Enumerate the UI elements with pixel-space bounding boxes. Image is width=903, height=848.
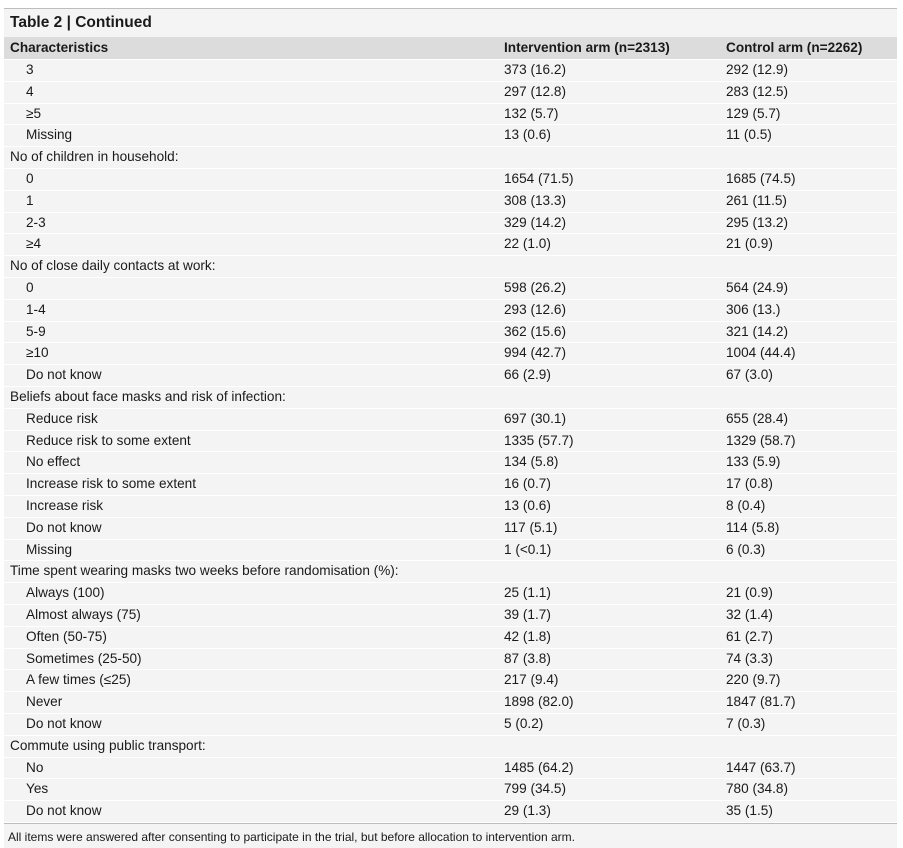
row-label: No of children in household: xyxy=(10,149,179,165)
control-value: 321 (14.2) xyxy=(726,323,788,339)
intervention-value: 29 (1.3) xyxy=(504,803,551,819)
table-row xyxy=(4,169,897,191)
control-value: 74 (3.3) xyxy=(726,650,773,666)
intervention-value: 25 (1.1) xyxy=(504,585,551,601)
row-label: No of close daily contacts at work: xyxy=(10,258,216,274)
control-value: 17 (0.8) xyxy=(726,476,773,492)
control-value: 21 (0.9) xyxy=(726,585,773,601)
row-label: Do not know xyxy=(26,519,102,535)
intervention-value: 39 (1.7) xyxy=(504,606,551,622)
control-value: 11 (0.5) xyxy=(726,127,772,143)
table-row xyxy=(4,104,897,126)
intervention-value xyxy=(501,736,723,757)
table-row xyxy=(4,779,897,801)
row-label: 3 xyxy=(26,62,34,77)
intervention-value xyxy=(501,387,723,408)
control-value xyxy=(723,736,897,757)
row-label: Increase risk xyxy=(26,497,104,513)
intervention-value: 87 (3.8) xyxy=(504,650,551,666)
row-label: Do not know xyxy=(26,803,102,819)
table-row xyxy=(4,365,897,387)
section-header-row xyxy=(4,561,897,583)
control-value: 21 (0.9) xyxy=(726,236,773,252)
intervention-value: 1898 (82.0) xyxy=(504,694,574,710)
header-characteristics: Characteristics xyxy=(10,40,109,55)
intervention-value: 217 (9.4) xyxy=(504,672,559,688)
table-row xyxy=(4,125,897,147)
control-value: 1847 (81.7) xyxy=(726,694,796,710)
table-row xyxy=(4,409,897,431)
control-value: 7 (0.3) xyxy=(726,715,766,731)
control-value: 8 (0.4) xyxy=(726,497,766,513)
row-label: Beliefs about face masks and risk of infection: xyxy=(10,388,286,404)
intervention-value xyxy=(501,147,723,168)
control-value: 61 (2.7) xyxy=(726,628,773,644)
control-value: 564 (24.9) xyxy=(726,279,788,295)
table-row xyxy=(4,82,897,104)
row-label: 2-3 xyxy=(26,214,46,230)
header-row xyxy=(4,37,897,60)
control-value: 295 (13.2) xyxy=(726,214,788,230)
table-row xyxy=(4,518,897,540)
row-label: Missing xyxy=(26,127,73,143)
row-label: 1-4 xyxy=(26,301,46,317)
control-value xyxy=(723,387,897,408)
control-value: 114 (5.8) xyxy=(726,519,780,535)
control-value xyxy=(723,256,897,277)
control-value: 306 (13.) xyxy=(726,301,781,317)
intervention-value xyxy=(501,256,723,277)
row-label: Never xyxy=(26,694,63,710)
row-label: No xyxy=(26,759,44,775)
intervention-value: 329 (14.2) xyxy=(504,214,566,230)
intervention-value: 42 (1.8) xyxy=(504,628,551,644)
table-row xyxy=(4,322,897,344)
table-body xyxy=(4,60,897,823)
table-row xyxy=(4,300,897,322)
control-value: 655 (28.4) xyxy=(726,410,788,426)
header-control-arm: Control arm (n=2262) xyxy=(726,40,863,55)
intervention-value: 117 (5.1) xyxy=(504,519,558,535)
row-label: Always (100) xyxy=(26,585,105,601)
table-row xyxy=(4,191,897,213)
intervention-value: 799 (34.5) xyxy=(504,781,566,797)
control-value: 1447 (63.7) xyxy=(726,759,796,775)
row-label: ≥4 xyxy=(26,236,42,252)
table-row xyxy=(4,540,897,562)
row-label: Increase risk to some extent xyxy=(26,476,196,492)
intervention-value: 697 (30.1) xyxy=(504,410,566,426)
control-value: 780 (34.8) xyxy=(726,781,788,797)
intervention-value: 16 (0.7) xyxy=(504,476,551,492)
intervention-value: 22 (1.0) xyxy=(504,236,551,252)
section-header-row xyxy=(4,387,897,409)
row-label: Often (50-75) xyxy=(26,628,107,644)
section-header-row xyxy=(4,736,897,758)
intervention-value: 362 (15.6) xyxy=(504,323,566,339)
table-row xyxy=(4,605,897,627)
row-label: 5-9 xyxy=(26,323,46,339)
control-value: 32 (1.4) xyxy=(726,606,773,622)
header-intervention-arm: Intervention arm (n=2313) xyxy=(504,40,670,55)
row-label: ≥5 xyxy=(26,105,42,121)
intervention-value: 1 (<0.1) xyxy=(504,541,552,557)
row-label: Missing xyxy=(26,541,73,557)
intervention-value: 373 (16.2) xyxy=(504,62,566,77)
table-row xyxy=(4,801,897,823)
control-value: 292 (12.9) xyxy=(726,62,788,77)
row-label: No effect xyxy=(26,454,81,470)
intervention-value: 134 (5.8) xyxy=(504,454,559,470)
row-label: Almost always (75) xyxy=(26,606,141,622)
table-footnote: All items were answered after consenting to participate in the trial, but before allocation to intervention arm. xyxy=(4,823,897,848)
row-label: 0 xyxy=(26,279,34,295)
control-value: 129 (5.7) xyxy=(726,105,781,121)
intervention-value: 1485 (64.2) xyxy=(504,759,574,775)
table-row xyxy=(4,431,897,453)
control-value xyxy=(723,147,897,168)
intervention-value: 66 (2.9) xyxy=(504,367,551,383)
section-header-row xyxy=(4,147,897,169)
intervention-value: 1335 (57.7) xyxy=(504,432,574,448)
control-value: 1685 (74.5) xyxy=(726,170,796,186)
intervention-value xyxy=(501,561,723,582)
table-row xyxy=(4,670,897,692)
intervention-value: 132 (5.7) xyxy=(504,105,559,121)
table-row xyxy=(4,474,897,496)
control-value xyxy=(723,561,897,582)
table-row xyxy=(4,758,897,780)
control-value: 283 (12.5) xyxy=(726,83,788,99)
intervention-value: 5 (0.2) xyxy=(504,715,544,731)
intervention-value: 13 (0.6) xyxy=(504,127,551,143)
table-row xyxy=(4,213,897,235)
table-row xyxy=(4,234,897,256)
control-value: 6 (0.3) xyxy=(726,541,766,557)
intervention-value: 13 (0.6) xyxy=(504,497,551,513)
control-value: 67 (3.0) xyxy=(726,367,773,383)
control-value: 133 (5.9) xyxy=(726,454,781,470)
table-row xyxy=(4,452,897,474)
row-label: Time spent wearing masks two weeks before randomisation (%): xyxy=(10,563,399,579)
row-label: 1 xyxy=(26,192,34,208)
intervention-value: 308 (13.3) xyxy=(504,192,566,208)
table-row xyxy=(4,692,897,714)
control-value: 220 (9.7) xyxy=(726,672,781,688)
table-row xyxy=(4,714,897,736)
intervention-value: 297 (12.8) xyxy=(504,83,566,99)
row-label: 4 xyxy=(26,83,34,99)
table-row xyxy=(4,649,897,671)
row-label: Do not know xyxy=(26,715,102,731)
table-row xyxy=(4,60,897,82)
intervention-value: 994 (42.7) xyxy=(504,345,566,361)
table-title: Table 2 | Continued xyxy=(4,8,897,37)
table-row xyxy=(4,583,897,605)
table-row xyxy=(4,343,897,365)
row-label: A few times (≤25) xyxy=(26,672,131,688)
row-label: Commute using public transport: xyxy=(10,737,206,753)
intervention-value: 1654 (71.5) xyxy=(504,170,574,186)
intervention-value: 598 (26.2) xyxy=(504,279,566,295)
control-value: 1004 (44.4) xyxy=(726,345,796,361)
section-header-row xyxy=(4,256,897,278)
data-table xyxy=(4,8,897,848)
control-value: 35 (1.5) xyxy=(726,803,773,819)
row-label: Sometimes (25-50) xyxy=(26,650,142,666)
control-value: 261 (11.5) xyxy=(726,192,787,208)
intervention-value: 293 (12.6) xyxy=(504,301,566,317)
row-label: Reduce risk xyxy=(26,410,98,426)
row-label: Yes xyxy=(26,781,49,797)
row-label: ≥10 xyxy=(26,345,49,361)
table-row xyxy=(4,627,897,649)
row-label: Do not know xyxy=(26,367,102,383)
table-row xyxy=(4,496,897,518)
row-label: Reduce risk to some extent xyxy=(26,432,191,448)
control-value: 1329 (58.7) xyxy=(726,432,796,448)
table-row xyxy=(4,278,897,300)
row-label: 0 xyxy=(26,170,34,186)
